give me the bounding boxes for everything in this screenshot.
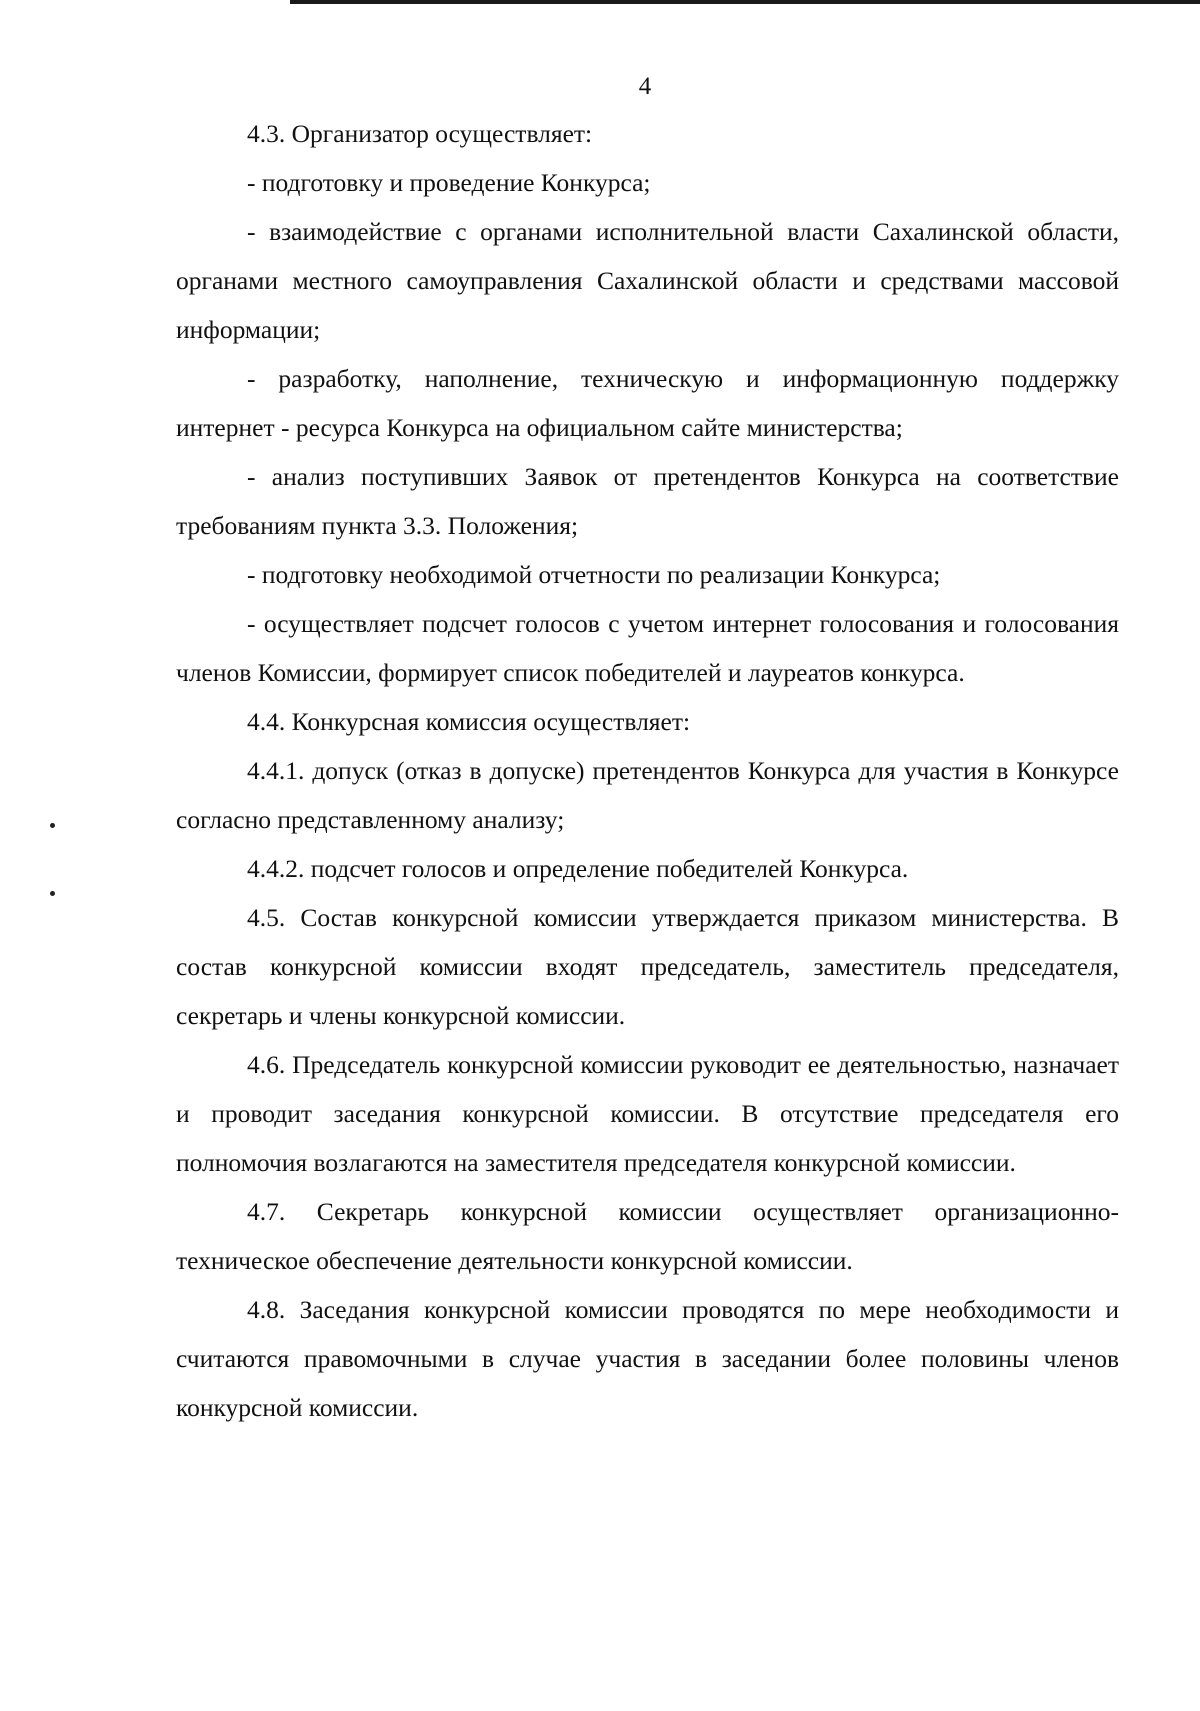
paragraph-4-4-heading: 4.4. Конкурсная комиссия осуществляет:: [247, 707, 691, 736]
paragraph-list-item: - разработку, наполнение, техническую и информационную поддержку интернет - ресурса Конкурса на официальном сайте министерства;: [176, 364, 1119, 442]
paragraph-list-item: - подготовку и проведение Конкурса;: [247, 168, 651, 197]
paragraph-4-8: 4.8. Заседания конкурсной комиссии проводятся по мере необходимости и считаются правомочными в случае участия в заседании более половины членов конкурсной комиссии.: [176, 1295, 1119, 1422]
paragraph-4-6: 4.6. Председатель конкурсной комиссии руководит ее деятельностью, назначает и проводит заседания конкурсной комиссии. В отсутствие председателя его полномочия возлагаются на заместителя председателя конкурсной комиссии.: [176, 1050, 1119, 1177]
paragraph-list-item: - анализ поступивших Заявок от претендентов Конкурса на соответствие требованиям пункта 3.3. Положения;: [176, 462, 1119, 540]
scan-artifact-dot: [50, 891, 55, 896]
paragraph-4-7: 4.7. Секретарь конкурсной комиссии осуществляет организационно-техническое обеспечение деятельности конкурсной комиссии.: [176, 1197, 1119, 1275]
scan-top-edge: [290, 0, 1200, 4]
paragraph-4-4-2: 4.4.2. подсчет голосов и определение победителей Конкурса.: [247, 854, 909, 883]
paragraph-4-3-heading: 4.3. Организатор осуществляет:: [247, 119, 593, 148]
paragraph-list-item: - осуществляет подсчет голосов с учетом интернет голосования и голосования членов Комиссии, формирует список победителей и лауреатов конкурса.: [176, 609, 1119, 687]
paragraph-4-4-1: 4.4.1. допуск (отказ в допуске) претендентов Конкурса для участия в Конкурсе согласно представленному анализу;: [176, 756, 1119, 834]
paragraph-list-item: - подготовку необходимой отчетности по реализации Конкурса;: [247, 560, 941, 589]
page-number: 4: [638, 73, 652, 100]
document-body: [176, 109, 1119, 1432]
scan-artifact-dot: [50, 823, 55, 828]
paragraph-list-item: - взаимодействие с органами исполнительной власти Сахалинской области, органами местного самоуправления Сахалинской области и средствами массовой информации;: [176, 217, 1119, 344]
paragraph-4-5: 4.5. Состав конкурсной комиссии утверждается приказом министерства. В состав конкурсной комиссии входят председатель, заместитель председателя, секретарь и члены конкурсной комиссии.: [176, 903, 1119, 1030]
